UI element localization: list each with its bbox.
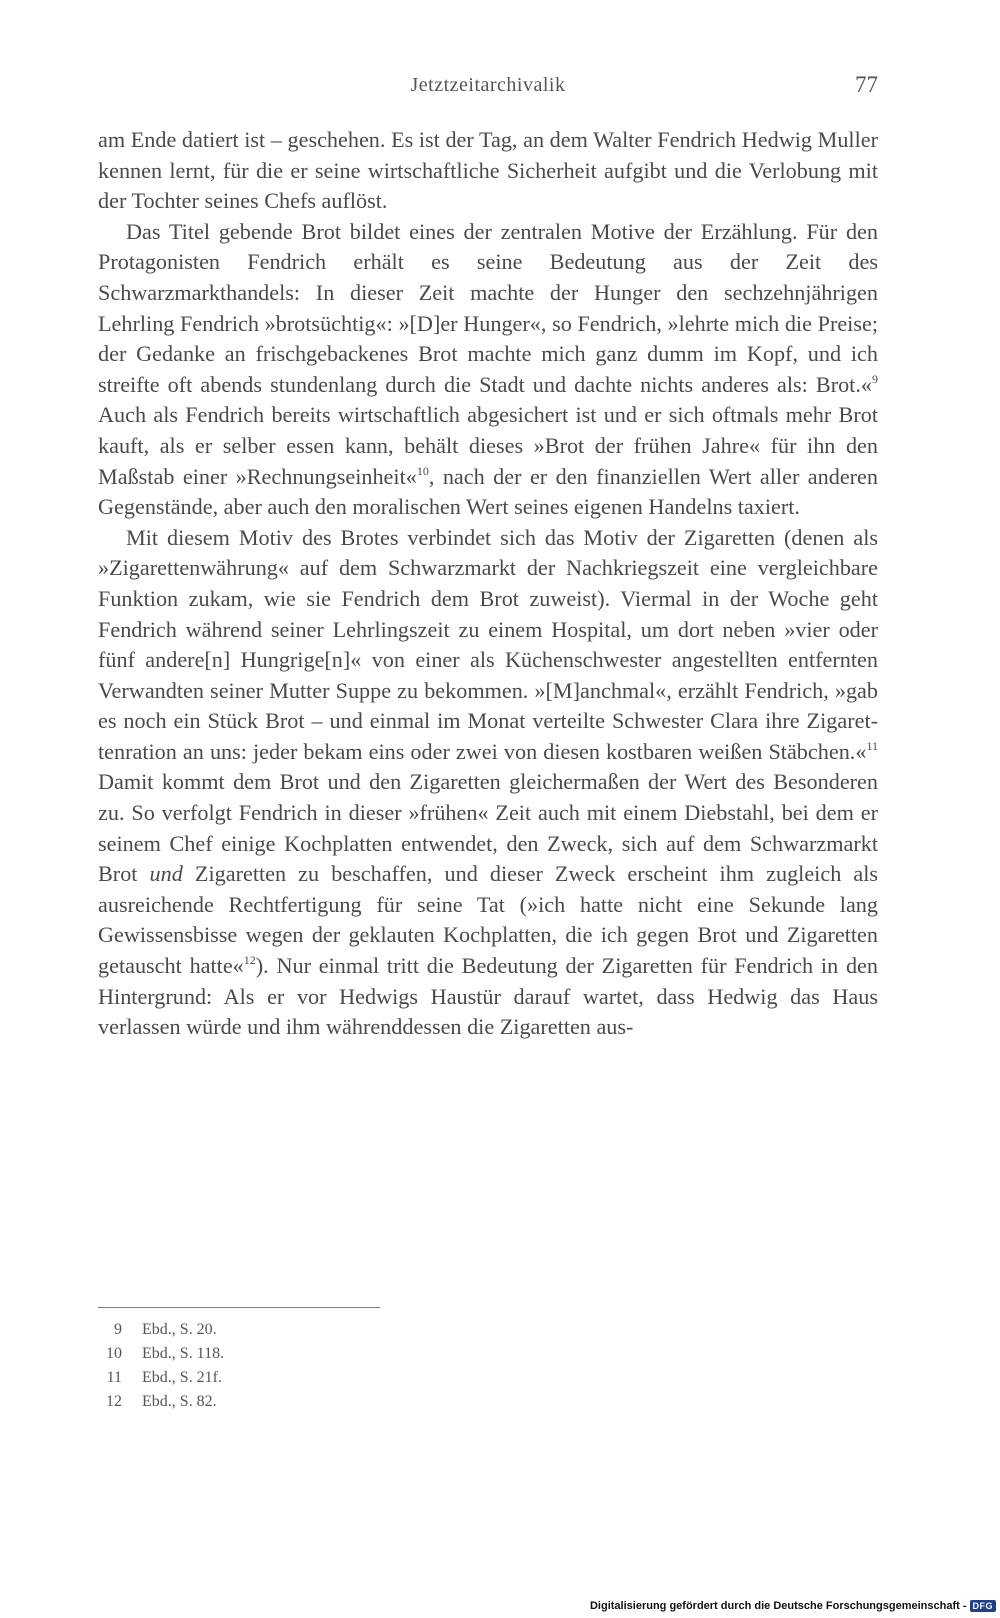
paragraph xyxy=(98,217,878,523)
footnote-text: Ebd., S. 20. xyxy=(142,1321,217,1338)
footnote-text: Ebd., S. 21f. xyxy=(142,1369,222,1386)
footnote-text: Ebd., S. 118. xyxy=(142,1345,225,1362)
footnote xyxy=(98,1342,498,1366)
emphasis: und xyxy=(149,861,183,887)
digitization-credit xyxy=(590,1600,996,1612)
footnote-ref: 10 xyxy=(416,463,429,478)
text-run: Das Titel gebende Brot bildet eines der zentralen Motive der Erzählung. Für den Protagonisten Fendrich erhält es seine Bedeutung aus der Zeit des Schwarzmarkthandels: In dieser Zeit machte der Hunger den sechzehnjährigen Lehrling Fendrich »brotsüchtig«: »[D]er Hunger«, so Fendrich, »lehrte mich die Preise; der Gedanke an frischgebackenes Brot machte mich ganz dumm im Kopf, und ich streifte oft abends stundenlang durch die Stadt und dachte nichts anderes als: Brot.« xyxy=(98,218,878,397)
footnote-ref: 11 xyxy=(866,738,878,753)
dfg-logo: DFG xyxy=(970,1600,997,1612)
footnote-text: Ebd., S. 82. xyxy=(142,1393,217,1410)
footnote xyxy=(98,1318,498,1342)
body-text xyxy=(98,125,878,1043)
text-run: Mit diesem Motiv des Brotes verbindet sich das Motiv der Zigaretten (denen als »Zigarettenwährung« auf dem Schwarzmarkt der Nachkriegszeit eine vergleichbare Funktion zukam, wie sie Fendrich dem Brot zuweist). Viermal in der Woche geht Fendrich während seiner Lehrlingszeit zu einem Hospital, um dort neben »vier oder fünf andere[n] Hungrige[n]« von einer als Küchenschwester angestellten entfernten Verwandten seiner Mutter Suppe zu bekommen. »[M]anchmal«, erzählt Fendrich, »gab es noch ein Stück Brot – und einmal im Monat verteilte Schwester Clara ihre Zigarettenration an uns: jeder bekam eins oder zwei von diesen kostbaren weißen Stäbchen.« xyxy=(98,524,878,764)
text-run: Damit kommt dem Brot und den Zigaretten gleichermaßen der Wert des Besonderen zu. So verfolgt Fendrich in dieser »frühen« Zeit auch mit einem Diebstahl, bei dem er seinem Chef einige Kochplatten entwendet, den Zweck, sich auf dem Schwarzmarkt Brot xyxy=(98,769,878,887)
footnote-ref: 12 xyxy=(243,953,256,968)
page-number: 77 xyxy=(855,72,878,97)
text-run: Zigaretten zu beschaffen, und dieser Zweck erscheint ihm zugleich als ausreichende Rechtfertigung für seine Tat (»ich hatte nicht eine Sekunde lang Gewissensbisse wegen der geklauten Kochplatten, die ich gegen Brot und Zigaretten getauscht hatte« xyxy=(98,861,879,979)
footnote-divider xyxy=(98,1307,380,1308)
footnote-number: 12 xyxy=(106,1393,122,1410)
running-title: Jetztzeitarchivalik xyxy=(410,74,566,96)
footnote-number: 9 xyxy=(114,1321,122,1338)
credit-text: Digitalisierung gefördert durch die Deutsche Forschungsgemeinschaft - xyxy=(589,1600,967,1612)
footnote-number: 10 xyxy=(106,1345,122,1362)
footnote xyxy=(98,1390,498,1414)
footnote-ref: 9 xyxy=(872,371,878,386)
paragraph xyxy=(98,523,878,1043)
paragraph: am Ende datiert ist – geschehen. Es ist der Tag, an dem Walter Fendrich Hedwig Muller kennen lernt, für die er seine wirtschaftliche Sicherheit aufgibt und die Verlobung mit der Tochter seines Chefs auflöst. xyxy=(98,127,878,214)
page-header xyxy=(98,74,878,106)
footnote-number: 11 xyxy=(106,1369,122,1386)
text-run: , nach der er den finanziellen Wert aller anderen Gegenstände, aber auch den moralischen Wert seines eigenen Handelns taxiert. xyxy=(98,463,878,520)
footnotes xyxy=(98,1318,498,1414)
text-run: ). Nur einmal tritt die Bedeutung der Zigaretten für Fendrich in den Hintergrund: Als er vor Hedwigs Haustür darauf wartet, dass Hedwig das Haus verlassen würde und ihm währenddessen die Zigaretten aus- xyxy=(98,953,878,1040)
text-run: Auch als Fendrich bereits wirtschaftlich abgesichert ist und er sich oftmals mehr Brot kauft, als er selber essen kann, behält dieses »Brot der frühen Jahre« für ihn den Maßstab einer »Rechnungseinheit« xyxy=(98,402,878,489)
footnote xyxy=(98,1366,498,1390)
